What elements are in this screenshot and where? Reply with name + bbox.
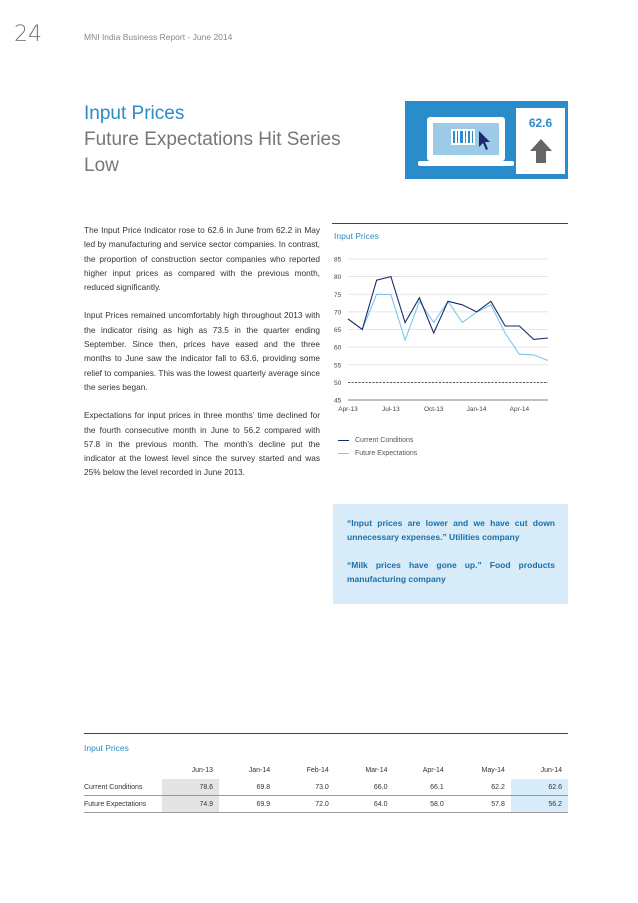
table-cell: 62.6 [511, 779, 568, 796]
table-cell: 69.9 [219, 796, 276, 813]
y-tick-label: 70 [334, 309, 342, 317]
quote-box [333, 504, 568, 604]
section-subtitle-line1: Future Expectations Hit Series [84, 129, 341, 150]
table-cell: 78.6 [162, 779, 219, 796]
chart-title: Input Prices [334, 231, 379, 241]
y-tick-label: 55 [334, 362, 342, 370]
series-line-current-conditions [348, 277, 548, 340]
y-tick-label: 80 [334, 274, 342, 282]
paragraph: The Input Price Indicator rose to 62.6 in June from 62.2 in May led by manufacturing and service sector companies. In contrast, the proportion of construction sector companies who reported higher input prices as compared with the previous month, reduced significantly. [84, 225, 320, 293]
chart-top-rule [332, 223, 568, 224]
legend-item [338, 447, 417, 460]
table-cell: 66.1 [394, 779, 450, 796]
arrow-up-icon [529, 138, 553, 164]
table-cell: 58.0 [394, 796, 450, 813]
paragraph: Expectations for input prices in three months’ time declined for the fourth consecutive month in June to 56.2 compared with 57.8 in the previous month. The month’s decline put the indicator at the lowest level since the survey started and was 25% below the level recorded in June 2013. [84, 410, 320, 478]
legend-swatch [338, 440, 349, 442]
table-top-rule [84, 733, 568, 734]
x-tick-label: Apr-14 [509, 406, 530, 413]
screen-base [418, 161, 514, 166]
column-header: Feb-14 [306, 767, 329, 774]
y-tick-label: 75 [334, 291, 342, 299]
column-header: Jan-14 [248, 767, 271, 774]
y-tick-label: 65 [334, 327, 342, 334]
table-cell: 69.8 [219, 779, 276, 796]
quote: “Input prices are lower and we have cut down unnecessary expenses.” Utilities company [347, 518, 555, 542]
x-tick-label: Apr-13 [338, 406, 358, 413]
x-tick-label: Oct-13 [423, 406, 444, 413]
x-tick-label: Jul-13 [381, 406, 400, 413]
shopping-screen-icon [427, 117, 505, 161]
column-header: Jun-14 [540, 767, 562, 774]
hero-value: 62.6 [528, 116, 553, 130]
row-label: Future Expectations [84, 796, 162, 813]
running-title: MNI India Business Report - June 2014 [84, 32, 233, 42]
input-prices-chart [332, 250, 568, 420]
paragraph: Input Prices remained uncomfortably high throughout 2013 with the indicator rising as high as 73.5 in the quarter ending September. Since then, prices have eased and the three months to June saw the indicator fall to 63.6, providing some relief to companies. This was the lowest quarterly average since the series began. [84, 310, 320, 392]
table-title: Input Prices [84, 743, 129, 753]
table-cell: 72.0 [276, 796, 335, 813]
column-header: May-14 [481, 767, 505, 774]
quote: “Milk prices have gone up.” Food products manufacturing company [347, 560, 555, 584]
y-tick-label: 60 [334, 344, 342, 352]
hero-value-box [516, 108, 565, 174]
section-title [84, 101, 404, 179]
table-header-row [84, 762, 568, 779]
y-tick-label: 45 [334, 397, 342, 405]
y-tick-label: 85 [334, 256, 342, 264]
legend-swatch [338, 453, 349, 455]
table-cell: 73.0 [276, 779, 335, 796]
legend-item [338, 434, 417, 447]
table-corner [84, 762, 162, 779]
chart-legend [338, 434, 417, 460]
table-cell: 57.8 [450, 796, 511, 813]
body-text [84, 223, 320, 494]
legend-label: Future Expectations [355, 450, 418, 457]
column-header: Jun-13 [191, 767, 214, 774]
table-cell: 56.2 [511, 796, 568, 813]
y-tick-label: 50 [334, 379, 342, 387]
column-header: Apr-14 [422, 767, 444, 774]
table-row [84, 796, 568, 813]
hero-banner [405, 101, 568, 179]
series-line-future-expectations [348, 294, 548, 360]
row-label: Current Conditions [84, 779, 162, 796]
section-title-main: Input Prices [84, 103, 185, 124]
table-cell: 62.2 [450, 779, 511, 796]
table-cell: 74.9 [162, 796, 219, 813]
table-row [84, 779, 568, 796]
table-cell: 66.0 [335, 779, 394, 796]
table-cell: 64.0 [335, 796, 394, 813]
legend-label: Current Conditions [355, 437, 414, 444]
input-prices-table [84, 762, 568, 813]
x-tick-label: Jan-14 [466, 406, 487, 413]
page-number: 24 [14, 22, 42, 47]
column-header: Mar-14 [365, 767, 388, 774]
section-subtitle-line2: Low [84, 155, 119, 176]
